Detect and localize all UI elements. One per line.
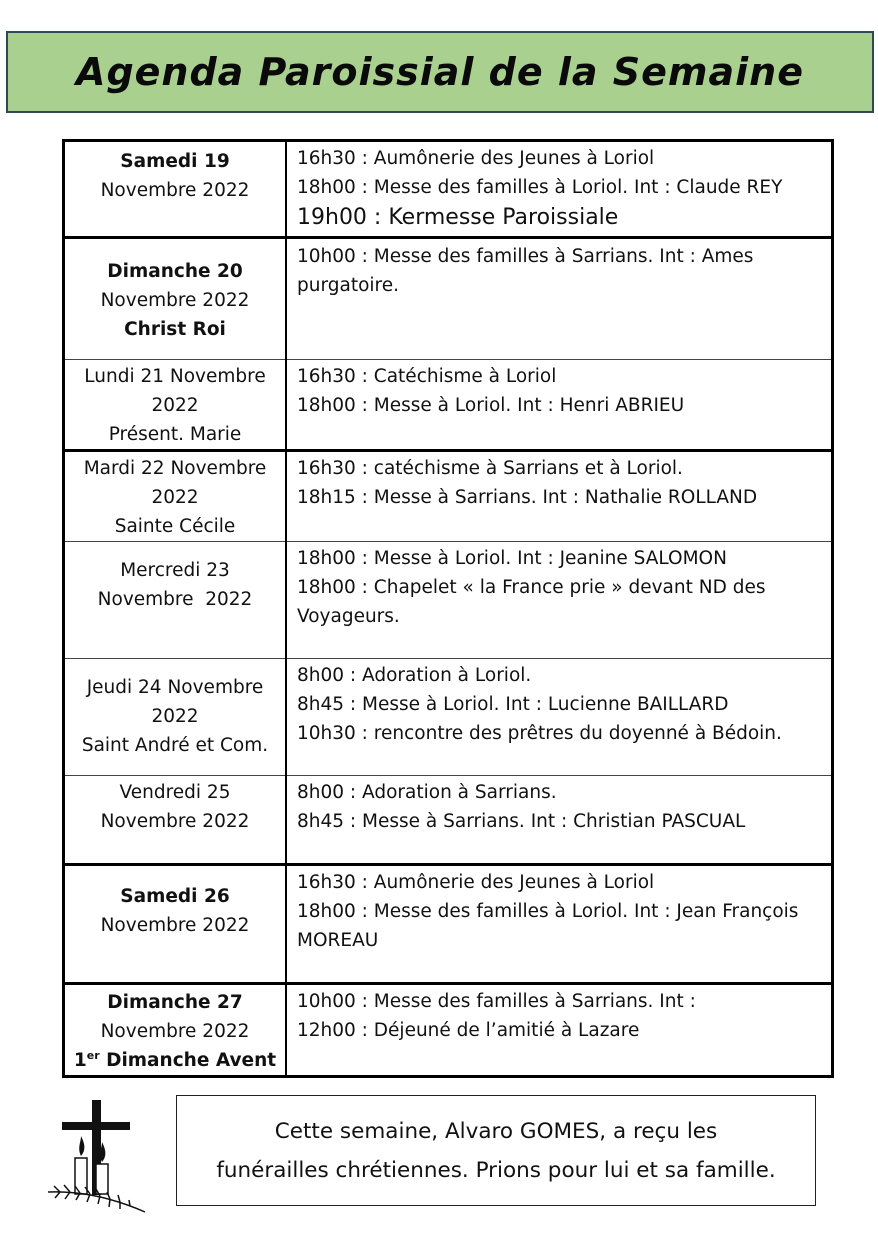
event-line: 12h00 : Déjeuné de l’amitié à Lazare [297,1020,640,1041]
year-label: 2022 [151,395,199,416]
agenda-row [64,141,833,238]
event-line: 10h00 : Messe des familles à Sarrians. Int : [297,991,696,1012]
feast-label: Christ Roi [124,319,226,340]
month-label: Novembre 2022 [97,589,253,610]
agenda-row [64,360,833,451]
day-cell [64,659,287,776]
agenda-row [64,659,833,776]
event-line: 16h30 : Catéchisme à Loriol [297,366,557,387]
notice-box [176,1095,816,1206]
day-label: Dimanche 27 [107,992,243,1013]
day-cell [64,542,287,659]
event-line: 18h00 : Messe à Loriol. Int : Henri ABRIEU [297,395,685,416]
day-cell [64,360,287,451]
day-label: Vendredi 25 [119,782,231,803]
day-label: Samedi 26 [120,886,230,907]
event-line: 8h45 : Messe à Sarrians. Int : Christian PASCUAL [297,811,746,832]
notice-line: Cette semaine, Alvaro GOMES, a reçu les [274,1118,718,1144]
event-line: 16h30 : Aumônerie des Jeunes à Loriol [297,148,655,169]
notice-line: funérailles chrétiennes. Prions pour lui et sa famille. [216,1157,776,1183]
agenda-row [64,542,833,659]
feast-label: Saint André et Com. [81,735,269,756]
event-line-highlight: 19h00 : Kermesse Paroissiale [297,205,619,230]
events-cell [286,360,833,451]
day-label: Mercredi 23 [120,560,230,581]
month-label: Novembre 2022 [100,180,250,201]
day-label: Dimanche 20 [107,261,243,282]
day-label: Lundi 21 Novembre [84,366,266,387]
feast-label: Présent. Marie [108,424,242,445]
day-label: Samedi 19 [120,151,230,172]
events-cell [286,776,833,865]
day-cell [64,776,287,865]
event-line: 18h00 : Messe à Loriol. Int : Jeanine SALOMON [297,548,727,569]
event-line: 10h00 : Messe des familles à Sarrians. Int : Ames purgatoire. [297,246,754,296]
feast-label: 1er Dimanche Avent [73,1048,277,1071]
event-line: 8h00 : Adoration à Sarrians. [297,782,557,803]
events-cell [286,984,833,1077]
agenda-row [64,238,833,360]
month-label: Novembre 2022 [100,290,250,311]
agenda-row [64,865,833,984]
title-banner [6,31,874,113]
day-cell [64,984,287,1077]
year-label: 2022 [151,706,199,727]
events-cell [286,865,833,984]
cross-candles-icon [40,1100,160,1220]
day-label: Jeudi 24 Novembre [86,677,264,698]
month-label: Novembre 2022 [100,1021,250,1042]
event-line: 8h00 : Adoration à Loriol. [297,665,532,686]
page-title: Agenda Paroissial de la Semaine [76,50,804,94]
year-label: 2022 [151,487,199,508]
agenda-row [64,984,833,1077]
month-label: Novembre 2022 [100,811,250,832]
events-cell [286,141,833,238]
event-line: 18h00 : Messe des familles à Loriol. Int : Claude REY [297,177,783,198]
day-cell [64,865,287,984]
agenda-table [62,139,834,1078]
event-line: 10h30 : rencontre des prêtres du doyenné à Bédoin. [297,723,782,744]
feast-label: Sainte Cécile [114,516,236,537]
events-cell [286,542,833,659]
event-line: 18h15 : Messe à Sarrians. Int : Nathalie ROLLAND [297,487,758,508]
event-line: 18h00 : Messe des familles à Loriol. Int : Jean François MOREAU [297,901,799,951]
agenda-row [64,776,833,865]
day-cell [64,141,287,238]
event-line: 16h30 : Aumônerie des Jeunes à Loriol [297,872,655,893]
events-cell [286,451,833,542]
day-cell [64,451,287,542]
event-line: 16h30 : catéchisme à Sarrians et à Loriol. [297,458,683,479]
agenda-row [64,451,833,542]
events-cell [286,659,833,776]
event-line: 8h45 : Messe à Loriol. Int : Lucienne BAILLARD [297,694,729,715]
day-cell [64,238,287,360]
day-label: Mardi 22 Novembre [83,458,267,479]
month-label: Novembre 2022 [100,915,250,936]
event-line: 18h00 : Chapelet « la France prie » devant ND des Voyageurs. [297,577,766,627]
events-cell [286,238,833,360]
